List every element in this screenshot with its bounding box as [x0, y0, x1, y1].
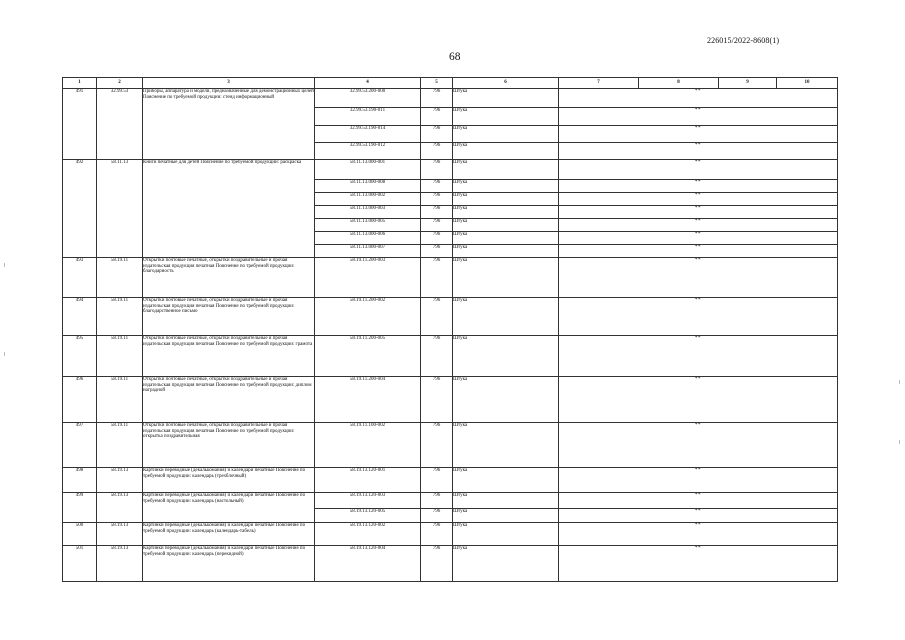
ktru-code: 58.19.13.120-005 — [315, 509, 421, 523]
item-name: Картинки переводные (декалькомания) и календари печатные Пояснение по требуемой продукции: календарь (календарь-табель) — [143, 523, 315, 546]
unit-name: Штука — [453, 546, 559, 582]
okei-code: 796 — [421, 232, 453, 245]
table-row — [63, 336, 838, 377]
item-name: Открытки почтовые печатные, открытки поздравительные и прочая издательская продукция печатная Пояснение по требуемой продукции: диплом наградной — [143, 377, 315, 423]
okei-code: 796 — [421, 298, 453, 336]
unit-name: Штука — [453, 143, 559, 160]
unit-name: Штука — [453, 245, 559, 258]
ktru-code: 58.11.13.000-002 — [315, 193, 421, 206]
ktru-code: 58.19.13.120-002 — [315, 523, 421, 546]
table-row — [63, 377, 838, 423]
unit-name: Штука — [453, 193, 559, 206]
ktru-code: 58.11.13.000-003 — [315, 206, 421, 219]
ktru-code: 58.11.13.000-006 — [315, 232, 421, 245]
scan-margin-mark — [899, 380, 900, 384]
unit-name: Штука — [453, 423, 559, 468]
okei-code: 796 — [421, 468, 453, 493]
column-header: 10 — [777, 78, 838, 89]
page-number: 68 — [449, 51, 461, 63]
okei-code: 796 — [421, 546, 453, 582]
empty-mark: ** — [559, 160, 838, 180]
row-number: 498 — [63, 468, 97, 493]
okei-code: 796 — [421, 258, 453, 298]
unit-name: Штука — [453, 160, 559, 180]
unit-name: Штука — [453, 468, 559, 493]
okpd-code: 58.11.13 — [97, 160, 143, 258]
okpd-code: 58.19.11 — [97, 298, 143, 336]
okpd-code: 58.19.13 — [97, 468, 143, 493]
column-header: 3 — [143, 78, 315, 89]
empty-mark: ** — [559, 245, 838, 258]
okei-code: 796 — [421, 423, 453, 468]
ktru-code: 32.99.53.190-011 — [315, 108, 421, 126]
empty-mark: ** — [559, 298, 838, 336]
empty-mark: ** — [559, 143, 838, 160]
ktru-code: 58.11.13.000-007 — [315, 245, 421, 258]
column-header: 6 — [453, 78, 559, 89]
okei-code: 796 — [421, 143, 453, 160]
row-number: 495 — [63, 336, 97, 377]
okpd-code: 32.99.53 — [97, 89, 143, 160]
ktru-code: 32.99.53.190-012 — [315, 143, 421, 160]
row-number: 493 — [63, 258, 97, 298]
scan-margin-mark — [899, 440, 900, 444]
empty-mark: ** — [559, 523, 838, 546]
empty-mark: ** — [559, 423, 838, 468]
ktru-code: 58.11.13.000-001 — [315, 160, 421, 180]
unit-name: Штука — [453, 523, 559, 546]
table-row — [63, 160, 838, 180]
unit-name: Штука — [453, 180, 559, 193]
ktru-code: 58.11.13.000-005 — [315, 219, 421, 232]
empty-mark: ** — [559, 336, 838, 377]
column-header: 2 — [97, 78, 143, 89]
row-number: 500 — [63, 523, 97, 546]
empty-mark: ** — [559, 493, 838, 509]
ktru-code: 32.99.53.190-014 — [315, 126, 421, 143]
ktru-code: 32.99.53.200-000 — [315, 89, 421, 108]
row-number: 497 — [63, 423, 97, 468]
unit-name: Штука — [453, 377, 559, 423]
okei-code: 796 — [421, 180, 453, 193]
ktru-code: 58.19.13.120-004 — [315, 546, 421, 582]
okpd-code: 58.19.11 — [97, 377, 143, 423]
item-name: Открытки почтовые печатные, открытки поздравительные и прочая издательская продукция печатная Пояснение по требуемой продукции: благодарственное письмо — [143, 298, 315, 336]
column-header: 7 — [559, 78, 639, 89]
document-number: 226015/2022-8608(1) — [707, 36, 780, 45]
table-row — [63, 298, 838, 336]
okei-code: 796 — [421, 377, 453, 423]
okei-code: 796 — [421, 245, 453, 258]
okei-code: 796 — [421, 493, 453, 509]
table-row — [63, 258, 838, 298]
okei-code: 796 — [421, 219, 453, 232]
unit-name: Штука — [453, 336, 559, 377]
ktru-code: 58.19.11.200-002 — [315, 298, 421, 336]
okpd-code: 58.19.11 — [97, 336, 143, 377]
empty-mark: ** — [559, 258, 838, 298]
empty-mark: ** — [559, 509, 838, 523]
okei-code: 796 — [421, 193, 453, 206]
procurement-table — [62, 77, 838, 582]
okpd-code: 58.19.13 — [97, 523, 143, 546]
table-row — [63, 493, 838, 509]
item-name: Приборы, аппаратура и модели, предназначенные для демонстрационных целей Пояснение по требуемой продукции: стенд информационный — [143, 89, 315, 160]
table-row — [63, 546, 838, 582]
unit-name: Штука — [453, 126, 559, 143]
okei-code: 796 — [421, 160, 453, 180]
ktru-code: 58.19.13.120-001 — [315, 468, 421, 493]
table-row — [63, 423, 838, 468]
unit-name: Штука — [453, 89, 559, 108]
table-row — [63, 89, 838, 108]
unit-name: Штука — [453, 258, 559, 298]
unit-name: Штука — [453, 493, 559, 509]
okpd-code: 58.19.13 — [97, 493, 143, 523]
item-name: Открытки почтовые печатные, открытки поздравительные и прочая издательская продукция печатная Пояснение по требуемой продукции: грамота — [143, 336, 315, 377]
okei-code: 796 — [421, 336, 453, 377]
column-header: 9 — [719, 78, 777, 89]
row-number: 494 — [63, 298, 97, 336]
unit-name: Штука — [453, 206, 559, 219]
column-header: 5 — [421, 78, 453, 89]
okei-code: 796 — [421, 206, 453, 219]
ktru-code: 58.19.11.200-005 — [315, 336, 421, 377]
okei-code: 796 — [421, 523, 453, 546]
empty-mark: ** — [559, 546, 838, 582]
column-header-row — [63, 78, 838, 89]
item-name: Картинки переводные (декалькомания) и календари печатные Пояснение по требуемой продукции: календарь (перекидной) — [143, 546, 315, 582]
empty-mark: ** — [559, 108, 838, 126]
empty-mark: ** — [559, 206, 838, 219]
item-name: Картинки переводные (декалькомания) и календари печатные Пояснение по требуемой продукции: календарь (настольный) — [143, 493, 315, 523]
empty-mark: ** — [559, 377, 838, 423]
ktru-code: 58.19.11.200-003 — [315, 258, 421, 298]
ktru-code: 58.19.13.120-003 — [315, 493, 421, 509]
okei-code: 796 — [421, 89, 453, 108]
okpd-code: 58.19.11 — [97, 258, 143, 298]
unit-name: Штука — [453, 219, 559, 232]
unit-name: Штука — [453, 298, 559, 336]
item-name: Открытки почтовые печатные, открытки поздравительные и прочая издательская продукция печатная Пояснение по требуемой продукции: благодарность — [143, 258, 315, 298]
empty-mark: ** — [559, 193, 838, 206]
okpd-code: 58.19.11 — [97, 423, 143, 468]
ktru-code: 58.19.11.200-004 — [315, 377, 421, 423]
row-number: 499 — [63, 493, 97, 523]
empty-mark: ** — [559, 180, 838, 193]
unit-name: Штука — [453, 108, 559, 126]
okei-code: 796 — [421, 126, 453, 143]
okei-code: 796 — [421, 509, 453, 523]
ktru-code: 58.19.11.100-002 — [315, 423, 421, 468]
item-name: Книги печатные для детей Пояснение по требуемой продукции: раскраска — [143, 160, 315, 258]
item-name: Картинки переводные (декалькомания) и календари печатные Пояснение по требуемой продукции: календарь (трехблочный) — [143, 468, 315, 493]
unit-name: Штука — [453, 232, 559, 245]
column-header: 8 — [639, 78, 719, 89]
row-number: 491 — [63, 89, 97, 160]
empty-mark: ** — [559, 126, 838, 143]
scan-margin-mark — [4, 263, 5, 267]
empty-mark: ** — [559, 89, 838, 108]
empty-mark: ** — [559, 468, 838, 493]
row-number: 496 — [63, 377, 97, 423]
table-row — [63, 523, 838, 546]
scan-margin-mark — [4, 352, 5, 356]
empty-mark: ** — [559, 232, 838, 245]
row-number: 501 — [63, 546, 97, 582]
ktru-code: 58.11.13.000-008 — [315, 180, 421, 193]
item-name: Открытки почтовые печатные, открытки поздравительные и прочая издательская продукция печатная Пояснение по требуемой продукции: открытка поздравительная — [143, 423, 315, 468]
unit-name: Штука — [453, 509, 559, 523]
table-row — [63, 468, 838, 493]
empty-mark: ** — [559, 219, 838, 232]
row-number: 492 — [63, 160, 97, 258]
column-header: 4 — [315, 78, 421, 89]
okpd-code: 58.19.13 — [97, 546, 143, 582]
column-header: 1 — [63, 78, 97, 89]
okei-code: 796 — [421, 108, 453, 126]
